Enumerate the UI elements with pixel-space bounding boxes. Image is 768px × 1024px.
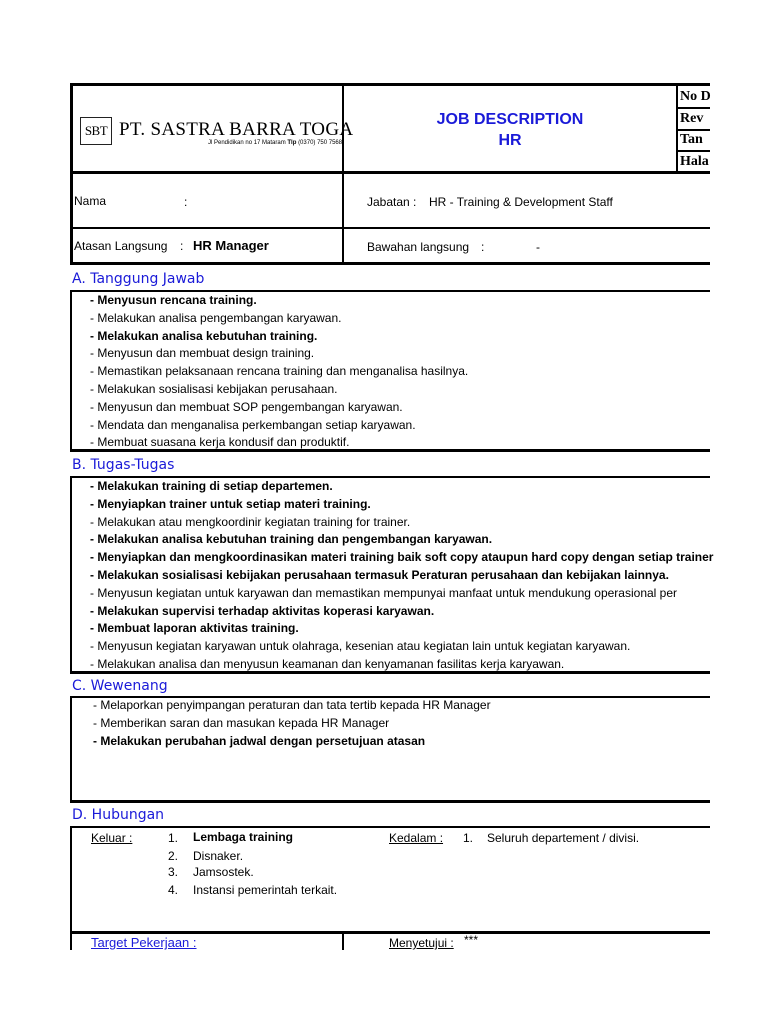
company-address: Jl Pendidikan no 17 Mataram Tlp (0370) 750 7568 bbox=[208, 140, 343, 146]
meta-revisi: Rev bbox=[680, 111, 704, 126]
list-item: - Menyusun kegiatan untuk karyawan dan memastikan mempunyai manfaat untuk mendukung operasional per bbox=[90, 585, 678, 600]
list-item: - Menyusun dan membuat design training. bbox=[90, 346, 315, 361]
atasan-value: HR Manager bbox=[193, 238, 269, 253]
atasan-separator: : bbox=[180, 239, 184, 253]
list-item: - Melaporkan penyimpangan peraturan dan tata tertib kepada HR Manager bbox=[93, 698, 491, 712]
keluar-num-3: 3. bbox=[168, 865, 179, 879]
section-c-list bbox=[93, 697, 491, 750]
company-logo bbox=[80, 117, 112, 145]
bawahan-separator: : bbox=[481, 240, 485, 254]
section-b-left-border bbox=[70, 476, 72, 672]
meta-row-line-1 bbox=[676, 107, 710, 109]
section-c-title: C. Wewenang bbox=[72, 678, 168, 694]
bawahan-value: - bbox=[536, 240, 540, 254]
keluar-item-3: Jamsostek. bbox=[193, 865, 254, 879]
target-pekerjaan-label: Target Pekerjaan : bbox=[91, 935, 197, 950]
list-item: - Melakukan supervisi terhadap aktivitas koperasi karyawan. bbox=[90, 603, 435, 618]
section-d-header-line bbox=[70, 826, 710, 828]
list-item: - Melakukan sosialisasi kebijakan perusahaan. bbox=[90, 381, 338, 396]
list-item: - Mendata dan menganalisa perkembangan setiap karyawan. bbox=[90, 417, 416, 432]
list-item: - Menyiapkan trainer untuk setiap materi training. bbox=[90, 496, 371, 511]
meta-tanggal: Tan bbox=[680, 132, 703, 147]
meta-row-line-2 bbox=[676, 129, 710, 131]
jabatan-label: Jabatan : bbox=[367, 195, 417, 209]
section-a-top-line bbox=[70, 262, 710, 265]
section-a-title: A. Tanggung Jawab bbox=[72, 271, 205, 287]
list-item: - Membuat suasana kerja kondusif dan produktif. bbox=[90, 435, 350, 450]
meta-no-doc: No D bbox=[680, 89, 711, 104]
keluar-item-4: Instansi pemerintah terkait. bbox=[193, 883, 338, 897]
atasan-label: Atasan Langsung bbox=[74, 239, 168, 253]
list-item: - Menyusun kegiatan karyawan untuk olahraga, kesenian atau kegiatan lain untuk kegiatan karyawan. bbox=[90, 639, 631, 654]
keluar-label: Keluar : bbox=[91, 831, 133, 845]
list-item: - Melakukan analisa pengembangan karyawan. bbox=[90, 310, 342, 325]
section-d-top-line bbox=[70, 800, 710, 803]
company-name: PT. SASTRA BARRA TOGA bbox=[119, 119, 354, 140]
info-row-line bbox=[70, 227, 710, 229]
menyetujui-label: Menyetujui : bbox=[389, 936, 454, 950]
logo-mark: SBT bbox=[84, 123, 108, 138]
meta-row-line-3 bbox=[676, 150, 710, 152]
footer-top-line bbox=[70, 931, 710, 934]
header-top-border bbox=[70, 83, 710, 86]
kedalam-num-1: 1. bbox=[463, 831, 474, 845]
list-item: - Menyusun dan membuat SOP pengembangan karyawan. bbox=[90, 399, 403, 414]
list-item: - Melakukan atau mengkoordinir kegiatan training for trainer. bbox=[90, 514, 411, 529]
bawahan-label: Bawahan langsung bbox=[367, 240, 470, 254]
list-item: - Melakukan analisa dan menyusun keamanan dan kenyamanan fasilitas kerja karyawan. bbox=[90, 656, 565, 671]
header-left-border bbox=[70, 83, 73, 265]
keluar-num-1: 1. bbox=[168, 831, 179, 845]
header-bottom-border bbox=[70, 171, 710, 174]
list-item: - Memberikan saran dan masukan kepada HR Manager bbox=[93, 715, 390, 730]
list-item: - Melakukan sosialisasi kebijakan perusahaan termasuk Peraturan perusahaan dan kebijakan lainnya. bbox=[90, 567, 669, 582]
nama-label: Nama bbox=[74, 194, 107, 208]
list-item: - Memastikan pelaksanaan rencana training dan menganalisa hasilnya. bbox=[90, 364, 469, 379]
list-item: - Membuat laporan aktivitas training. bbox=[90, 621, 299, 636]
doc-subtitle: HR bbox=[498, 132, 522, 149]
kedalam-item-1: Seluruh departement / divisi. bbox=[487, 831, 640, 845]
section-d-title: D. Hubungan bbox=[72, 807, 165, 823]
section-a-list bbox=[90, 292, 468, 452]
kedalam-label: Kedalam : bbox=[389, 831, 444, 845]
keluar-item-2: Disnaker. bbox=[193, 849, 244, 863]
footer-divider bbox=[342, 933, 344, 950]
section-a-left-border bbox=[70, 290, 72, 450]
jabatan-value: HR - Training & Development Staff bbox=[429, 195, 613, 209]
section-b-top-line bbox=[70, 449, 710, 452]
list-item: - Menyiapkan dan mengkoordinasikan materi training baik soft copy ataupun hard copy dengan setiap trainer bbox=[90, 550, 714, 565]
meta-halaman: Hala bbox=[680, 154, 709, 169]
section-c-left-border bbox=[70, 696, 72, 802]
section-b-list bbox=[90, 478, 713, 674]
keluar-num-4: 4. bbox=[168, 883, 179, 897]
menyetujui-value: *** bbox=[464, 933, 479, 947]
list-item: - Melakukan analisa kebutuhan training. bbox=[90, 328, 318, 343]
section-c-top-line bbox=[70, 671, 710, 674]
list-item: - Melakukan perubahan jadwal dengan persetujuan atasan bbox=[93, 733, 426, 748]
doc-title: JOB DESCRIPTION bbox=[436, 111, 584, 128]
keluar-num-2: 2. bbox=[168, 849, 179, 863]
keluar-item-1: Lembaga training bbox=[193, 830, 294, 844]
list-item: - Melakukan training di setiap departemen. bbox=[90, 479, 333, 493]
nama-separator: : bbox=[184, 195, 188, 209]
list-item: - Melakukan analisa kebutuhan training dan pengembangan karyawan. bbox=[90, 532, 493, 547]
info-divider-v bbox=[342, 173, 344, 263]
section-b-title: B. Tugas-Tugas bbox=[72, 457, 175, 473]
list-item: - Menyusun rencana training. bbox=[90, 293, 257, 307]
